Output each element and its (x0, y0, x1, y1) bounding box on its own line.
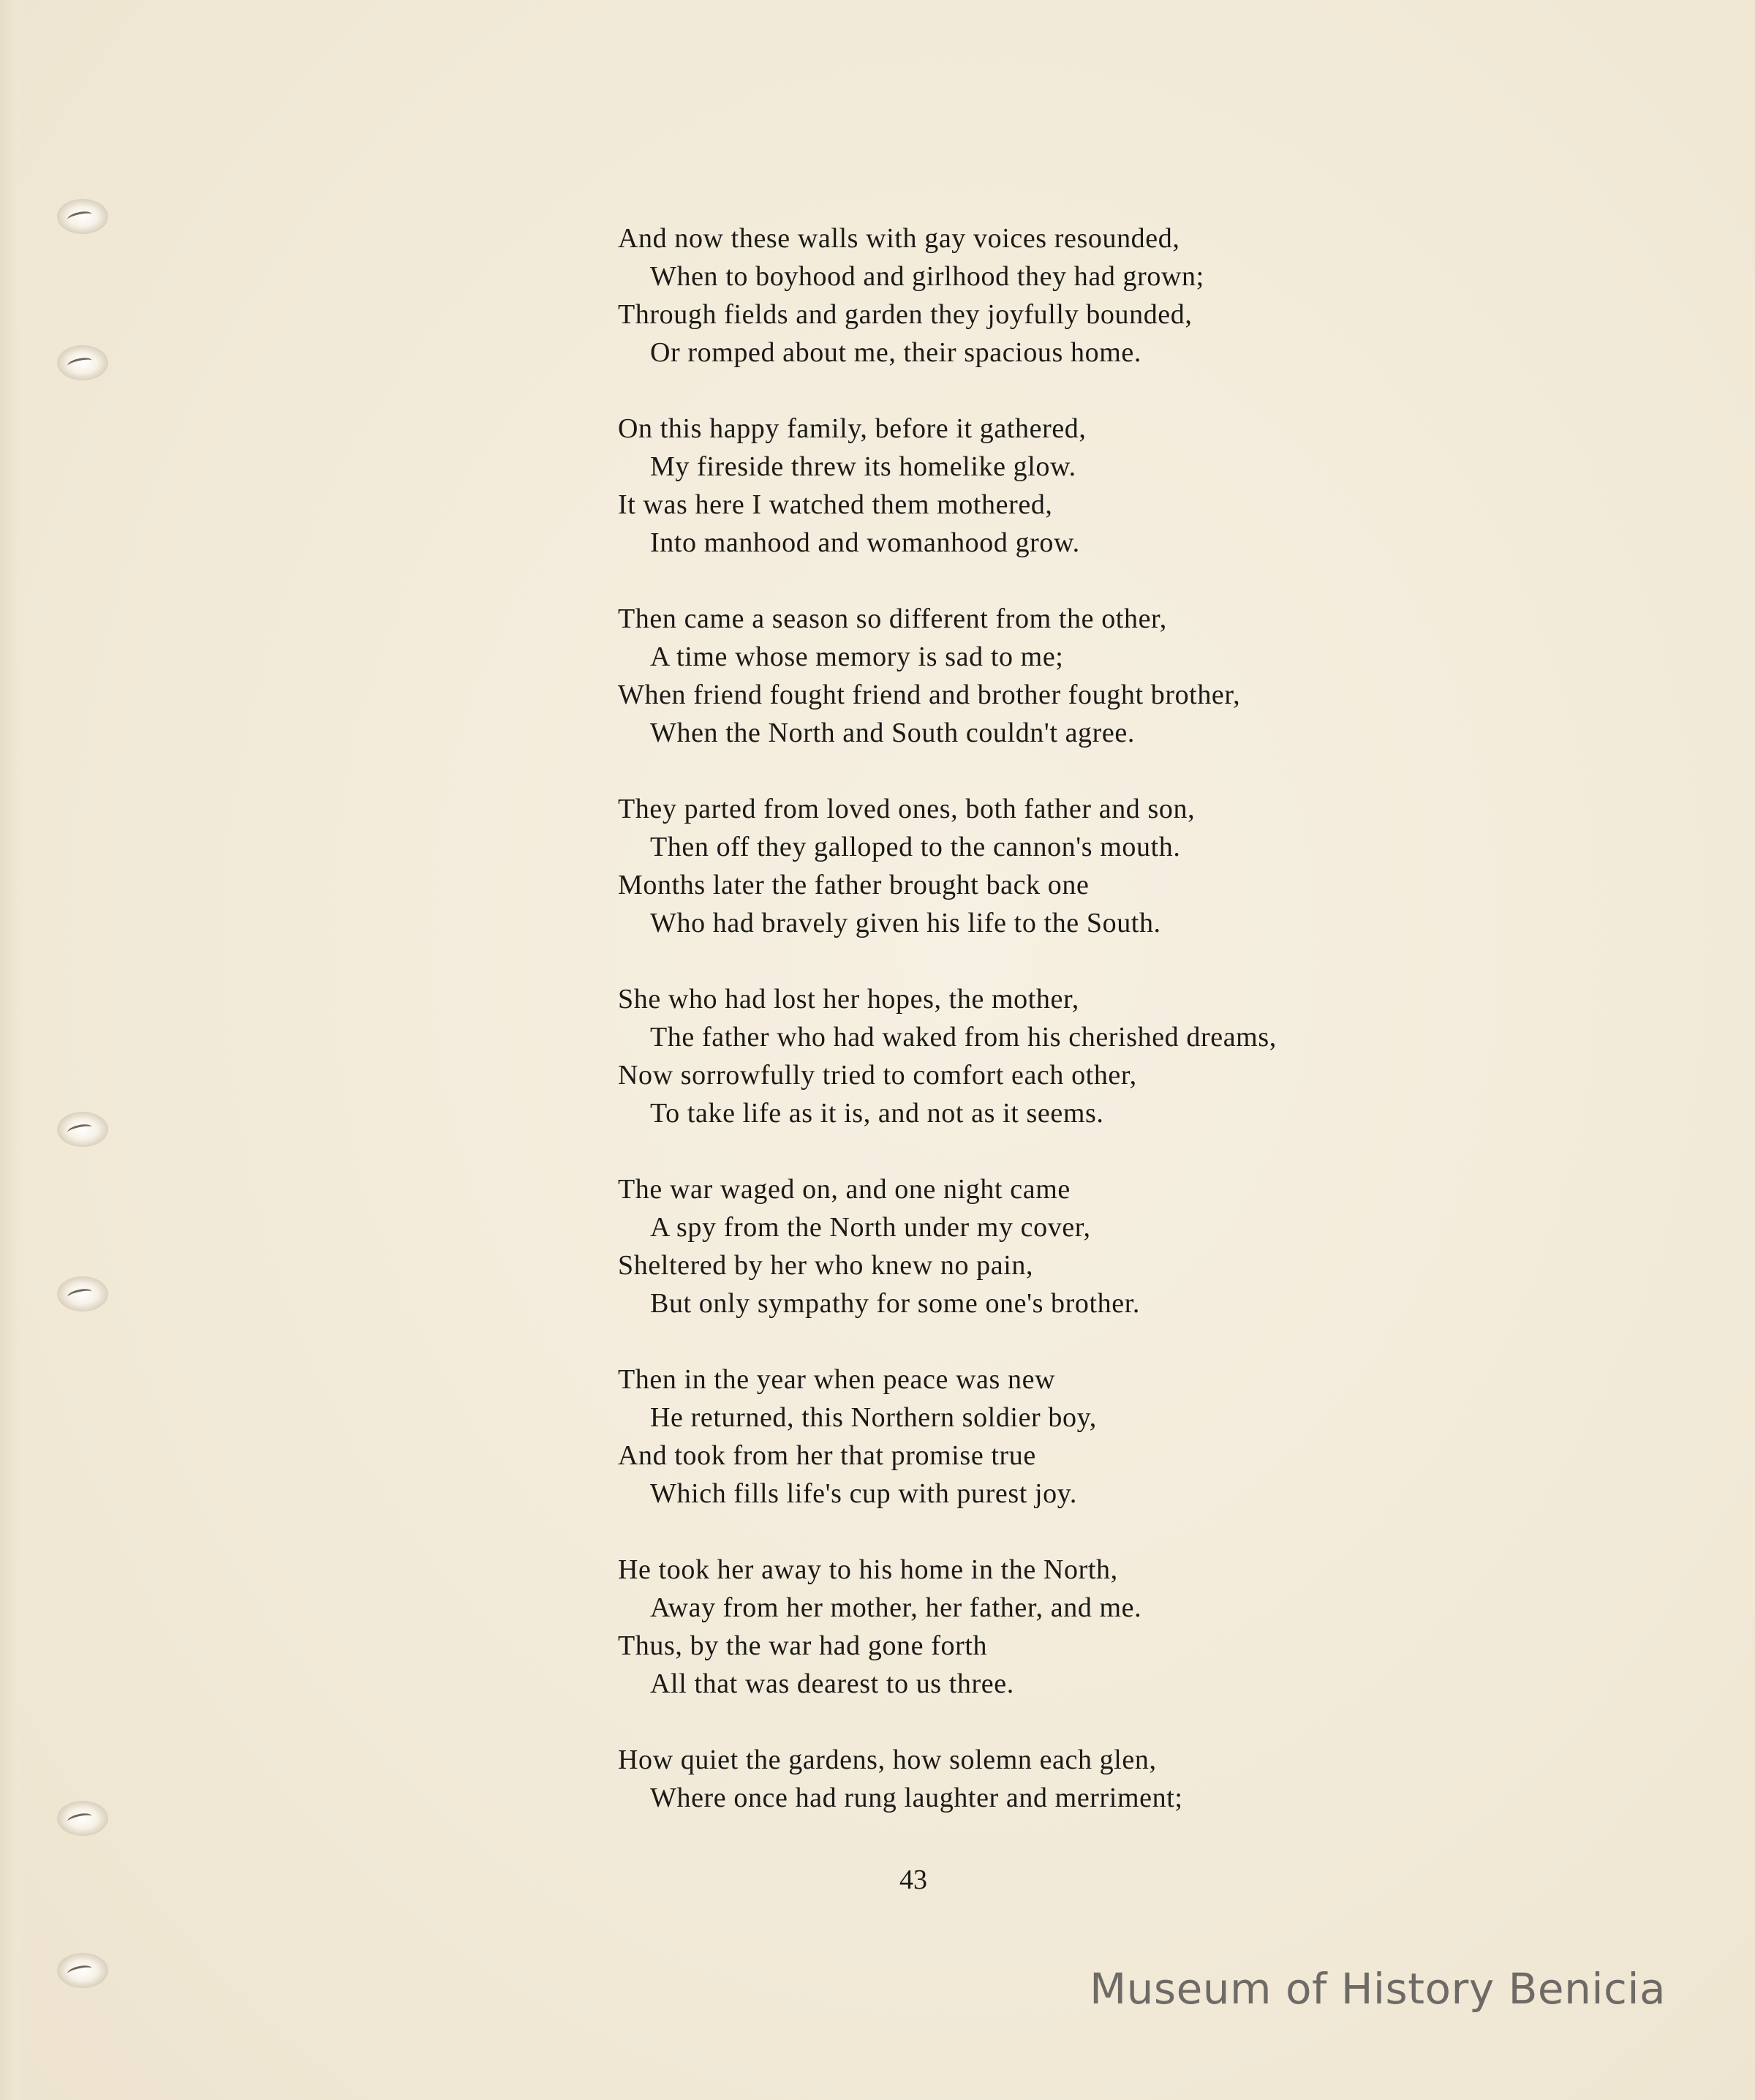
poem-line: Sheltered by her who knew no pain, (618, 1250, 1034, 1281)
binding-hole (57, 1801, 108, 1836)
poem-text (618, 219, 1481, 1855)
poem-line: He took her away to his home in the North, (618, 1554, 1118, 1585)
poem-line: He returned, this Northern soldier boy, (650, 1402, 1097, 1433)
poem-line: And now these walls with gay voices resounded, (618, 223, 1180, 254)
poem-line: Which fills life's cup with purest joy. (650, 1478, 1077, 1509)
binding-hole (57, 345, 108, 380)
binding-hole (57, 1112, 108, 1147)
stanza (618, 1170, 1481, 1322)
poem-line: Then off they galloped to the cannon's mouth. (650, 832, 1181, 862)
poem-line: Through fields and garden they joyfully bounded, (618, 299, 1193, 330)
poem-line: When the North and South couldn't agree. (650, 718, 1135, 748)
binding-hole (57, 1953, 108, 1988)
binding-hole (57, 1276, 108, 1311)
stanza (618, 1741, 1481, 1817)
poem-line: Or romped about me, their spacious home. (650, 337, 1141, 368)
stanza (618, 600, 1481, 752)
poem-line: The war waged on, and one night came (618, 1174, 1071, 1205)
poem-line: Thus, by the war had gone forth (618, 1630, 988, 1661)
poem-line: It was here I watched them mothered, (618, 489, 1053, 520)
poem-line: Now sorrowfully tried to comfort each other, (618, 1060, 1137, 1091)
poem-line: On this happy family, before it gathered, (618, 413, 1087, 444)
page-number: 43 (899, 1864, 927, 1895)
stanza (618, 410, 1481, 562)
poem-line: But only sympathy for some one's brother. (650, 1288, 1140, 1319)
stanza (618, 1551, 1481, 1703)
poem-line: She who had lost her hopes, the mother, (618, 984, 1079, 1015)
poem-line: They parted from loved ones, both father and son, (618, 794, 1196, 824)
stanza (618, 790, 1481, 942)
poem-line: A spy from the North under my cover, (650, 1212, 1091, 1243)
poem-line: Away from her mother, her father, and me. (650, 1592, 1142, 1623)
poem-line: Into manhood and womanhood grow. (650, 527, 1080, 558)
poem-line: When to boyhood and girlhood they had grown; (650, 261, 1204, 292)
poem-line: Months later the father brought back one (618, 870, 1090, 900)
poem-line: How quiet the gardens, how solemn each glen, (618, 1745, 1157, 1775)
stanza (618, 1361, 1481, 1513)
stanza (618, 219, 1481, 372)
poem-line: The father who had waked from his cherished dreams, (650, 1022, 1277, 1053)
page-spine-edge (0, 0, 25, 2100)
poem-line: My fireside threw its homelike glow. (650, 451, 1076, 482)
museum-watermark: Museum of History Benicia (1090, 1964, 1666, 2014)
poem-line: And took from her that promise true (618, 1440, 1036, 1471)
poem-line: When friend fought friend and brother fought brother, (618, 680, 1241, 710)
poem-line: Then in the year when peace was new (618, 1364, 1056, 1395)
poem-line: All that was dearest to us three. (650, 1668, 1014, 1699)
poem-line: Then came a season so different from the other, (618, 603, 1167, 634)
poem-line: A time whose memory is sad to me; (650, 641, 1064, 672)
stanza (618, 980, 1481, 1132)
poem-line: To take life as it is, and not as it seems. (650, 1098, 1104, 1129)
poem-line: Where once had rung laughter and merriment; (650, 1783, 1183, 1813)
poem-line: Who had bravely given his life to the South. (650, 908, 1161, 938)
binding-hole (57, 199, 108, 234)
